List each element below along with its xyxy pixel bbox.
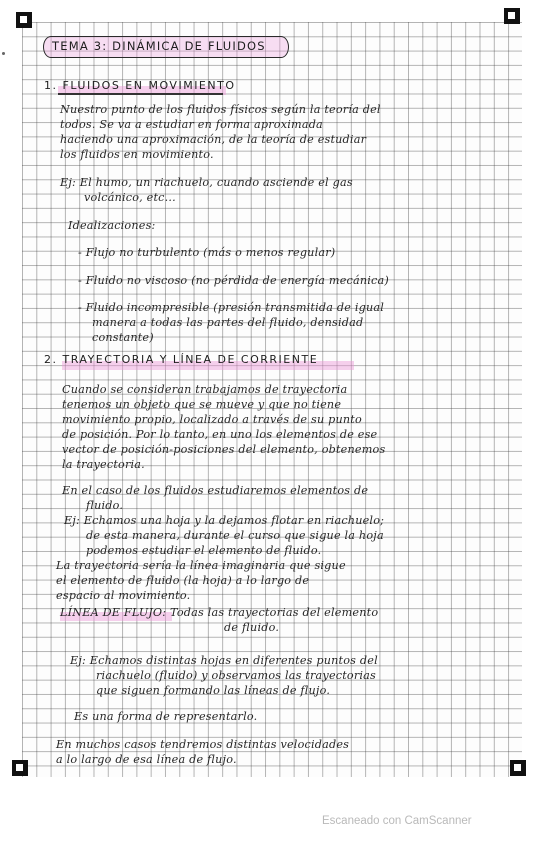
text-line: riachuelo (fluido) y observamos las trayectorias <box>96 669 376 682</box>
text-line: Nuestro punto de los fluidos físicos según la teoría del <box>60 103 381 116</box>
text-line: fluido. <box>86 499 124 512</box>
text-line: Ej: Echamos una hoja y la dejamos flotar en riachuelo; <box>64 514 385 527</box>
text-line: volcánico, etc... <box>84 191 176 204</box>
text-line: Ej: El humo, un riachuelo, cuando asciende el gas <box>60 176 353 189</box>
text-line: la trayectoria. <box>62 458 145 471</box>
text-line: Ej: Echamos distintas hojas en diferentes puntos del <box>70 654 378 667</box>
text-line: En muchos casos tendremos distintas velocidades <box>56 738 350 751</box>
text-line: movimiento propio, localizado a través de su punto <box>62 413 362 426</box>
text-line: de fluido. <box>224 621 280 634</box>
list-item: - Fluido incompresible (presión transmitida de igual <box>78 301 385 314</box>
text-line: Es una forma de representarlo. <box>74 710 258 723</box>
text-line: La trayectoria sería la línea imaginaria que sigue <box>56 559 346 572</box>
scan-marker-bottom-right <box>510 760 526 776</box>
margin-dot <box>2 52 5 55</box>
text-line: vector de posición-posiciones del elemento, obtenemos <box>62 443 386 456</box>
text-line: de posición. Por lo tanto, en uno los elementos de ese <box>62 428 378 441</box>
list-item: - Fluido no viscoso (no pérdida de energía mecánica) <box>78 274 389 287</box>
scan-marker-bottom-left <box>12 760 28 776</box>
scan-marker-top-right <box>504 8 520 24</box>
text-line: a lo largo de esa línea de flujo. <box>56 753 237 766</box>
text-line: podemos estudiar el elemento de fluido. <box>86 544 322 557</box>
scan-marker-top-left <box>16 12 32 28</box>
section-heading-1: 1. FLUIDOS EN MOVIMIENTO <box>44 79 236 92</box>
text-line: manera a todas las partes del fluido, densidad <box>92 316 364 329</box>
page-title: TEMA 3: DINÁMICA DE FLUIDOS <box>52 39 266 53</box>
text-line: los fluidos en movimiento. <box>60 148 214 161</box>
text-line: tenemos un objeto que se mueve y que no tiene <box>62 398 342 411</box>
text-line: constante) <box>92 331 154 344</box>
text-line: que siguen formando las líneas de flujo. <box>96 684 331 697</box>
section-heading-2: 2. TRAYECTORIA Y LÍNEA DE CORRIENTE <box>44 353 319 366</box>
text-line: el elemento de fluido (la hoja) a lo largo de <box>56 574 310 587</box>
text-line: Idealizaciones: <box>68 219 156 232</box>
section-1-underline <box>58 93 223 95</box>
text-line: En el caso de los fluidos estudiaremos elementos de <box>62 484 369 497</box>
scanner-watermark: Escaneado con CamScanner <box>322 815 472 827</box>
list-item: - Flujo no turbulento (más o menos regular) <box>78 246 336 259</box>
text-line: espacio al movimiento. <box>56 589 191 602</box>
definition-line: LÍNEA DE FLUJO: Todas las trayectorias del elemento <box>60 606 379 619</box>
text-line: todos. Se va a estudiar en forma aproximada <box>60 118 323 131</box>
text-line: Cuando se consideran trabajamos de trayectoria <box>62 383 348 396</box>
text-line: haciendo una aproximación, de la teoría de estudiar <box>60 133 367 146</box>
text-line: de esta manera, durante el curso que sigue la hoja <box>86 529 384 542</box>
